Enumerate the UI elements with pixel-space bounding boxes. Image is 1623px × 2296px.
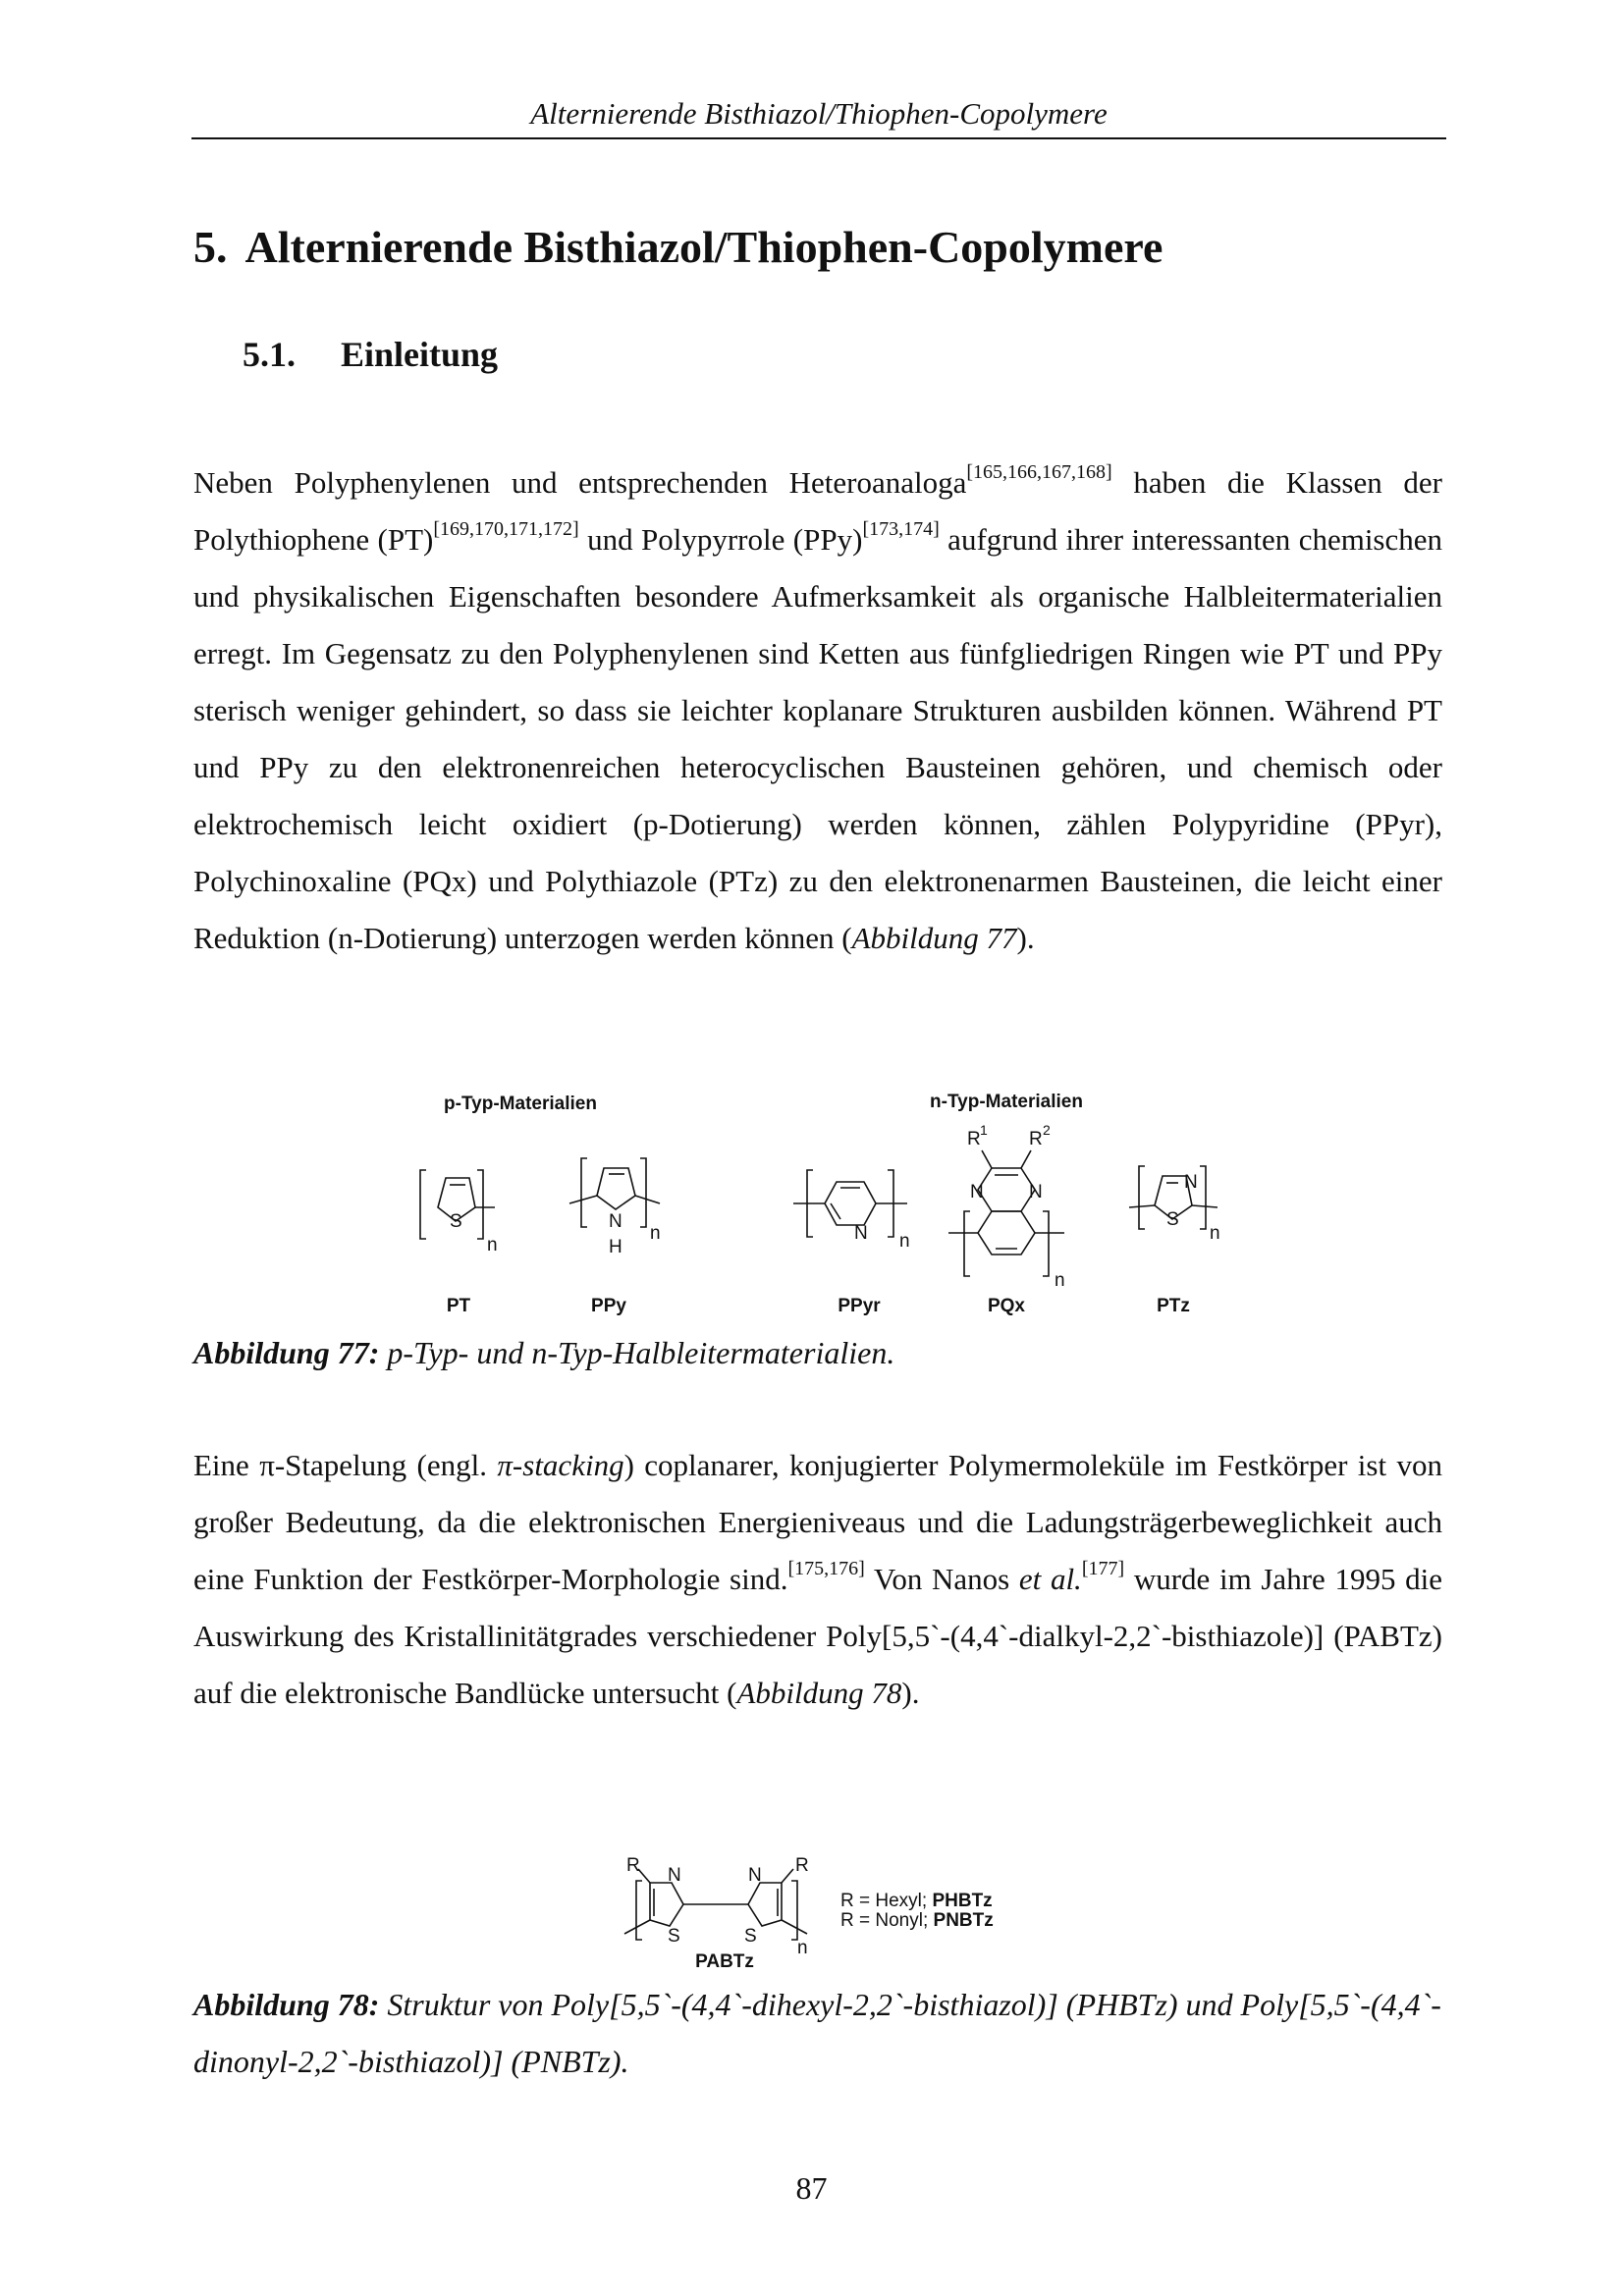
bracket-right xyxy=(791,1881,797,1940)
text-run: haben die Klassen der Polythiophene (PT) xyxy=(193,465,1442,557)
bracket-right xyxy=(640,1158,646,1227)
structure-ppy xyxy=(569,1158,661,1257)
section-title xyxy=(243,334,498,375)
emphasis: π-stacking xyxy=(497,1448,624,1482)
atom-n: N xyxy=(854,1223,868,1244)
figure-78 xyxy=(609,1836,1060,1973)
atom-r1: R xyxy=(967,1129,981,1149)
atom-s: S xyxy=(744,1926,757,1947)
atom-r: R xyxy=(626,1855,640,1876)
atom-r: R xyxy=(795,1855,809,1876)
compound-label: PT xyxy=(446,1296,471,1316)
chain-bond xyxy=(569,1196,597,1203)
text-run: ). xyxy=(1016,921,1035,955)
bracket-left xyxy=(1139,1166,1145,1229)
caption-label: Abbildung 78: xyxy=(193,1987,380,2022)
structure-ptz xyxy=(1129,1166,1220,1244)
legend-text: R = Nonyl; xyxy=(840,1910,934,1931)
running-head: Alternierende Bisthiazol/Thiophen-Copolymere xyxy=(530,96,1108,131)
legend-nonyl xyxy=(840,1910,994,1931)
figure-77-structures xyxy=(393,1080,1237,1325)
structure-pqx xyxy=(948,1122,1065,1291)
chapter-title xyxy=(193,221,1163,273)
caption-label: Abbildung 77: xyxy=(193,1335,380,1370)
repeat-n: n xyxy=(487,1235,498,1255)
substituent-bond xyxy=(982,1150,992,1168)
chapter-number: 5. xyxy=(193,222,228,272)
figure-78-caption xyxy=(193,1976,1442,2090)
chapter-title-text: Alternierende Bisthiazol/Thiophen-Copolymere xyxy=(244,222,1163,272)
repeat-n: n xyxy=(1210,1223,1220,1244)
caption-text: Struktur von Poly[5,5`-(4,4`-dihexyl-2,2`-bisthiazol)] (PHBTz) und Poly[5,5`-(4,4`-dinonyl-2,2`-bisthiazol)] (PNBTz). xyxy=(193,1987,1441,2079)
legend-compound: PNBTz xyxy=(933,1910,994,1931)
atom-n: N xyxy=(748,1865,762,1886)
intro-paragraph xyxy=(193,454,1442,967)
text-run: Von Nanos xyxy=(864,1562,1019,1596)
structure-pt xyxy=(420,1170,498,1255)
citation-ref: [175,176] xyxy=(787,1557,865,1579)
figure-78-structure xyxy=(609,1836,1060,1973)
page-number: 87 xyxy=(795,2170,828,2206)
atom-s: S xyxy=(450,1211,462,1232)
bracket-left xyxy=(636,1881,642,1940)
repeat-n: n xyxy=(650,1223,661,1244)
figure-77 xyxy=(393,1080,1237,1325)
compound-label: PABTz xyxy=(695,1951,754,1972)
stacking-paragraph xyxy=(193,1437,1442,1722)
ring-bond xyxy=(650,1883,683,1926)
structure-pabtz xyxy=(624,1855,809,1958)
section-number: 5.1. xyxy=(243,335,296,374)
legend-hexyl xyxy=(840,1891,993,1911)
chain-bond xyxy=(1192,1205,1217,1207)
bracket-right xyxy=(1043,1211,1049,1276)
repeat-n: n xyxy=(797,1938,808,1958)
text-run: ) coplanarer, konjugierter Polymermoleküle im Festkörper ist von großer Bedeutung, da die elektronischen Energieniveaus und die Ladungsträgerbeweglichkeit auch eine Funktion der Festkörper-Morphologie sind. xyxy=(193,1448,1442,1596)
ring-bond xyxy=(748,1883,782,1926)
superscript-1: 1 xyxy=(980,1122,988,1138)
chain-bond xyxy=(782,1920,807,1934)
bracket-left xyxy=(420,1170,426,1239)
citation-ref: [173,174] xyxy=(862,517,940,540)
compound-label: PPyr xyxy=(838,1296,881,1316)
chain-bond xyxy=(624,1920,650,1934)
substituent-bond xyxy=(1021,1150,1031,1168)
atom-n: N xyxy=(1029,1182,1043,1202)
bracket-left xyxy=(581,1158,587,1227)
compound-label: PPy xyxy=(591,1296,626,1316)
atom-r2: R xyxy=(1029,1129,1043,1149)
citation-ref: [177] xyxy=(1081,1557,1125,1579)
atom-s: S xyxy=(668,1926,680,1947)
atom-n: N xyxy=(668,1865,681,1886)
repeat-n: n xyxy=(1055,1270,1065,1291)
text-run: ). xyxy=(901,1676,920,1710)
figure-77-caption xyxy=(193,1324,1442,1381)
atom-n: N xyxy=(609,1211,622,1232)
text-run: Eine π-Stapelung (engl. xyxy=(193,1448,498,1482)
legend-text: R = Hexyl; xyxy=(840,1891,933,1911)
structure-ppyr xyxy=(793,1170,910,1252)
figure-ref: Abbildung 77 xyxy=(851,921,1017,955)
bracket-right xyxy=(1200,1166,1206,1229)
citation-ref: [169,170,171,172] xyxy=(433,517,579,540)
text-run: aufgrund ihrer interessanten chemischen und physikalischen Eigenschaften besondere Aufmerksamkeit als organische Halbleitermaterialien erregt. Im Gegensatz zu den Polyphenylenen sind Ketten aus fünfgliedrigen Ringen wie PT und PPy sterisch weniger gehindert, so dass sie leichter koplanare Strukturen ausbilden können. Während PT und PPy zu den elektronenreichen heterocyclischen Bausteinen gehören, und chemisch oder elektrochemisch leicht oxidiert (p-Dotierung) werden können, zählen Polypyridine (PPyr), Polychinoxaline (PQx) und Polythiazole (PTz) zu den elektronenarmen Bausteinen, die leicht einer Reduktion (n-Dotierung) unterzogen werden können ( xyxy=(193,522,1443,955)
compound-label: PQx xyxy=(987,1296,1026,1316)
chain-bond xyxy=(1129,1205,1155,1207)
atom-n: N xyxy=(970,1182,984,1202)
bracket-right xyxy=(477,1170,483,1239)
superscript-2: 2 xyxy=(1043,1122,1051,1138)
header-rule xyxy=(191,137,1446,139)
section-title-text: Einleitung xyxy=(341,335,499,374)
repeat-n: n xyxy=(899,1231,910,1252)
emphasis: et al. xyxy=(1018,1562,1082,1596)
bracket-left xyxy=(964,1211,970,1276)
group-label-n: n-Typ-Materialien xyxy=(930,1092,1083,1112)
atom-n: N xyxy=(1184,1172,1198,1193)
atom-s: S xyxy=(1166,1209,1179,1230)
caption-text: p-Typ- und n-Typ-Halbleitermaterialien. xyxy=(379,1335,895,1370)
legend-compound: PHBTz xyxy=(932,1891,993,1911)
figure-ref: Abbildung 78 xyxy=(736,1676,902,1710)
text-run: Neben Polyphenylenen und entsprechenden Heteroanaloga xyxy=(193,465,967,500)
group-label-p: p-Typ-Materialien xyxy=(444,1094,597,1114)
compound-label: PTz xyxy=(1157,1296,1190,1316)
atom-h: H xyxy=(609,1237,622,1257)
text-run: und Polypyrrole (PPy) xyxy=(578,522,863,557)
chain-bond xyxy=(635,1196,660,1203)
text-run: wurde im Jahre 1995 die Auswirkung des Kristallinitätgrades verschiedener Poly[5,5`-(4,4`-dialkyl-2,2`-bisthiazole)] (PABTz) auf die elektronische Bandlücke untersucht ( xyxy=(193,1562,1442,1710)
citation-ref: [165,166,167,168] xyxy=(966,460,1112,483)
